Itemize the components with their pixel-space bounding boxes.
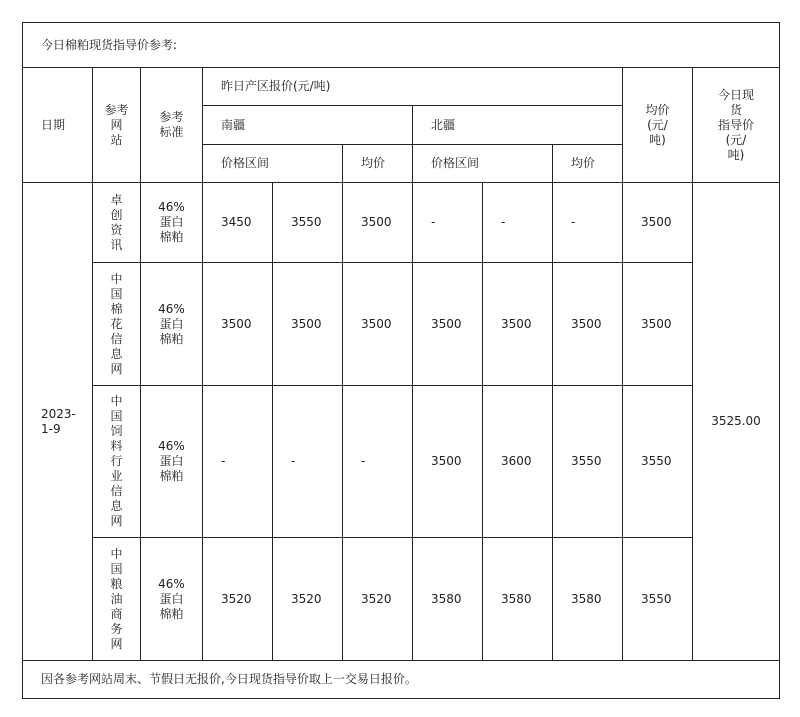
north-high: 3600: [483, 386, 553, 538]
north-high: -: [483, 183, 553, 263]
date-cell: 2023- 1-9: [23, 183, 93, 661]
north-avg: 3500: [553, 263, 623, 386]
header-standard: 参考 标准: [141, 68, 203, 183]
header-south-avg: 均价: [343, 145, 413, 183]
site-name: 中 国 饲 料 行 业 信 息 网: [93, 386, 141, 538]
row-avg: 3550: [623, 386, 693, 538]
header-avg-price: 均价 (元/ 吨): [623, 68, 693, 183]
header-site: 参考 网 站: [93, 68, 141, 183]
south-high: 3500: [273, 263, 343, 386]
north-high: 3500: [483, 263, 553, 386]
standard-cell: 46% 蛋白 棉粕: [141, 183, 203, 263]
row-avg: 3500: [623, 263, 693, 386]
site-name: 卓 创 资 讯: [93, 183, 141, 263]
south-high: 3550: [273, 183, 343, 263]
header-north: 北疆: [413, 106, 623, 145]
south-high: -: [273, 386, 343, 538]
guide-price: 3525.00: [693, 183, 780, 661]
header-south-range: 价格区间: [203, 145, 343, 183]
south-avg: 3520: [343, 538, 413, 661]
standard-cell: 46% 蛋白 棉粕: [141, 386, 203, 538]
standard-cell: 46% 蛋白 棉粕: [141, 538, 203, 661]
north-low: 3500: [413, 263, 483, 386]
header-south: 南疆: [203, 106, 413, 145]
south-avg: 3500: [343, 183, 413, 263]
header-north-range: 价格区间: [413, 145, 553, 183]
south-avg: -: [343, 386, 413, 538]
price-guide-table: [22, 22, 780, 699]
site-name: 中 国 棉 花 信 息 网: [93, 263, 141, 386]
table-title: 今日棉粕现货指导价参考:: [23, 23, 780, 68]
south-low: 3520: [203, 538, 273, 661]
header-yesterday: 昨日产区报价(元/吨): [203, 68, 623, 106]
north-low: 3500: [413, 386, 483, 538]
footnote: 因各参考网站周末、节假日无报价,今日现货指导价取上一交易日报价。: [23, 661, 780, 699]
north-high: 3580: [483, 538, 553, 661]
north-avg: -: [553, 183, 623, 263]
north-avg: 3580: [553, 538, 623, 661]
south-high: 3520: [273, 538, 343, 661]
north-low: -: [413, 183, 483, 263]
row-avg: 3550: [623, 538, 693, 661]
row-avg: 3500: [623, 183, 693, 263]
north-avg: 3550: [553, 386, 623, 538]
header-north-avg: 均价: [553, 145, 623, 183]
header-guide: 今日现 货 指导价 (元/ 吨): [693, 68, 780, 183]
south-avg: 3500: [343, 263, 413, 386]
standard-cell: 46% 蛋白 棉粕: [141, 263, 203, 386]
header-date: 日期: [23, 68, 93, 183]
south-low: 3500: [203, 263, 273, 386]
south-low: 3450: [203, 183, 273, 263]
south-low: -: [203, 386, 273, 538]
north-low: 3580: [413, 538, 483, 661]
site-name: 中 国 粮 油 商 务 网: [93, 538, 141, 661]
